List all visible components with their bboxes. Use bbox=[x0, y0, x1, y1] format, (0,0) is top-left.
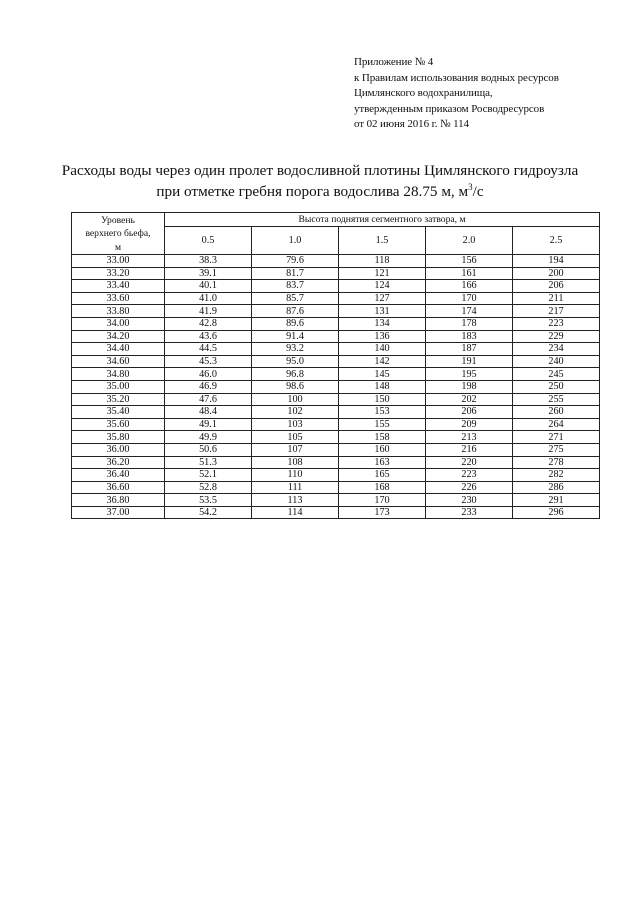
discharge-cell: 178 bbox=[426, 317, 513, 330]
level-cell: 34.00 bbox=[72, 317, 165, 330]
discharge-cell: 136 bbox=[339, 330, 426, 343]
discharge-cell: 161 bbox=[426, 267, 513, 280]
level-cell: 35.40 bbox=[72, 406, 165, 419]
discharge-cell: 140 bbox=[339, 343, 426, 356]
discharge-cell: 170 bbox=[426, 292, 513, 305]
discharge-cell: 173 bbox=[339, 506, 426, 519]
discharge-cell: 226 bbox=[426, 481, 513, 494]
discharge-cell: 89.6 bbox=[252, 317, 339, 330]
discharge-cell: 200 bbox=[513, 267, 600, 280]
discharge-cell: 41.0 bbox=[165, 292, 252, 305]
discharge-cell: 100 bbox=[252, 393, 339, 406]
table-row bbox=[72, 292, 600, 305]
discharge-cell: 85.7 bbox=[252, 292, 339, 305]
table-header-row bbox=[72, 213, 600, 227]
level-cell: 35.00 bbox=[72, 380, 165, 393]
discharge-cell: 278 bbox=[513, 456, 600, 469]
discharge-cell: 40.1 bbox=[165, 280, 252, 293]
discharge-cell: 98.6 bbox=[252, 380, 339, 393]
discharge-cell: 134 bbox=[339, 317, 426, 330]
discharge-cell: 223 bbox=[426, 469, 513, 482]
discharge-cell: 206 bbox=[426, 406, 513, 419]
discharge-cell: 174 bbox=[426, 305, 513, 318]
gate-height-header: 0.5 bbox=[165, 227, 252, 255]
table-row bbox=[72, 406, 600, 419]
discharge-cell: 49.1 bbox=[165, 418, 252, 431]
discharge-cell: 282 bbox=[513, 469, 600, 482]
table-row bbox=[72, 305, 600, 318]
discharge-cell: 46.0 bbox=[165, 368, 252, 381]
discharge-cell: 233 bbox=[426, 506, 513, 519]
discharge-cell: 209 bbox=[426, 418, 513, 431]
discharge-cell: 102 bbox=[252, 406, 339, 419]
level-cell: 33.80 bbox=[72, 305, 165, 318]
discharge-cell: 275 bbox=[513, 443, 600, 456]
level-cell: 34.80 bbox=[72, 368, 165, 381]
discharge-cell: 264 bbox=[513, 418, 600, 431]
discharge-cell: 127 bbox=[339, 292, 426, 305]
level-cell: 34.40 bbox=[72, 343, 165, 356]
discharge-cell: 39.1 bbox=[165, 267, 252, 280]
discharge-cell: 198 bbox=[426, 380, 513, 393]
discharge-cell: 107 bbox=[252, 443, 339, 456]
discharge-cell: 296 bbox=[513, 506, 600, 519]
appendix-line: утвержденным приказом Росводресурсов bbox=[354, 102, 545, 115]
discharge-cell: 240 bbox=[513, 355, 600, 368]
level-cell: 35.80 bbox=[72, 431, 165, 444]
discharge-cell: 41.9 bbox=[165, 305, 252, 318]
gate-height-header: 1.0 bbox=[252, 227, 339, 255]
discharge-cell: 165 bbox=[339, 469, 426, 482]
discharge-cell: 108 bbox=[252, 456, 339, 469]
discharge-cell: 191 bbox=[426, 355, 513, 368]
table-row bbox=[72, 418, 600, 431]
table-row bbox=[72, 380, 600, 393]
discharge-cell: 163 bbox=[339, 456, 426, 469]
discharge-cell: 271 bbox=[513, 431, 600, 444]
level-cell: 36.40 bbox=[72, 469, 165, 482]
discharge-cell: 211 bbox=[513, 292, 600, 305]
table-row bbox=[72, 280, 600, 293]
discharge-cell: 51.3 bbox=[165, 456, 252, 469]
table-row bbox=[72, 431, 600, 444]
appendix-line: Приложение № 4 bbox=[354, 56, 434, 68]
discharge-cell: 91.4 bbox=[252, 330, 339, 343]
table-row bbox=[72, 443, 600, 456]
level-cell: 35.20 bbox=[72, 393, 165, 406]
level-header-line: Уровень bbox=[101, 215, 135, 226]
table-row bbox=[72, 330, 600, 343]
level-cell: 36.20 bbox=[72, 456, 165, 469]
discharge-cell: 195 bbox=[426, 368, 513, 381]
discharge-cell: 187 bbox=[426, 343, 513, 356]
discharge-cell: 291 bbox=[513, 494, 600, 507]
gate-height-header: 2.0 bbox=[426, 227, 513, 255]
discharge-cell: 48.4 bbox=[165, 406, 252, 419]
gate-height-group-header: Высота поднятия сегментного затвора, м bbox=[165, 213, 600, 227]
discharge-cell: 81.7 bbox=[252, 267, 339, 280]
discharge-cell: 229 bbox=[513, 330, 600, 343]
discharge-cell: 53.5 bbox=[165, 494, 252, 507]
discharge-cell: 121 bbox=[339, 267, 426, 280]
discharge-cell: 96.8 bbox=[252, 368, 339, 381]
level-column-header bbox=[72, 213, 165, 255]
level-cell: 33.40 bbox=[72, 280, 165, 293]
document-title bbox=[0, 160, 640, 202]
level-header-line: верхнего бьефа, bbox=[85, 228, 151, 240]
table-row bbox=[72, 267, 600, 280]
table-row bbox=[72, 393, 600, 406]
discharge-cell: 156 bbox=[426, 255, 513, 268]
level-cell: 34.20 bbox=[72, 330, 165, 343]
discharge-cell: 45.3 bbox=[165, 355, 252, 368]
gate-height-header: 1.5 bbox=[339, 227, 426, 255]
discharge-cell: 213 bbox=[426, 431, 513, 444]
level-cell: 33.20 bbox=[72, 267, 165, 280]
level-cell: 36.60 bbox=[72, 481, 165, 494]
discharge-cell: 250 bbox=[513, 380, 600, 393]
discharge-cell: 153 bbox=[339, 406, 426, 419]
table-row bbox=[72, 317, 600, 330]
table-row bbox=[72, 368, 600, 381]
table-row bbox=[72, 481, 600, 494]
discharge-cell: 260 bbox=[513, 406, 600, 419]
discharge-cell: 87.6 bbox=[252, 305, 339, 318]
table-row bbox=[72, 456, 600, 469]
discharge-cell: 42.8 bbox=[165, 317, 252, 330]
discharge-cell: 50.6 bbox=[165, 443, 252, 456]
level-cell: 36.80 bbox=[72, 494, 165, 507]
discharge-cell: 286 bbox=[513, 481, 600, 494]
discharge-cell: 255 bbox=[513, 393, 600, 406]
discharge-cell: 111 bbox=[252, 481, 339, 494]
discharge-cell: 95.0 bbox=[252, 355, 339, 368]
table-row bbox=[72, 506, 600, 519]
level-cell: 37.00 bbox=[72, 506, 165, 519]
discharge-cell: 216 bbox=[426, 443, 513, 456]
discharge-cell: 52.8 bbox=[165, 481, 252, 494]
discharge-cell: 47.6 bbox=[165, 393, 252, 406]
discharge-cell: 183 bbox=[426, 330, 513, 343]
level-cell: 33.00 bbox=[72, 255, 165, 268]
discharge-cell: 223 bbox=[513, 317, 600, 330]
discharge-cell: 220 bbox=[426, 456, 513, 469]
discharge-cell: 145 bbox=[339, 368, 426, 381]
discharge-cell: 83.7 bbox=[252, 280, 339, 293]
discharge-cell: 160 bbox=[339, 443, 426, 456]
discharge-cell: 206 bbox=[513, 280, 600, 293]
level-header-line: м bbox=[114, 241, 122, 253]
discharge-cell: 93.2 bbox=[252, 343, 339, 356]
table-row bbox=[72, 343, 600, 356]
discharge-cell: 168 bbox=[339, 481, 426, 494]
discharge-cell: 202 bbox=[426, 393, 513, 406]
discharge-cell: 54.2 bbox=[165, 506, 252, 519]
table-row bbox=[72, 355, 600, 368]
title-line-2-tail: /с bbox=[472, 183, 484, 200]
discharge-cell: 110 bbox=[252, 469, 339, 482]
table-row bbox=[72, 469, 600, 482]
discharge-cell: 234 bbox=[513, 343, 600, 356]
discharge-cell: 166 bbox=[426, 280, 513, 293]
appendix-line: Цимлянского водохранилища, bbox=[354, 87, 493, 100]
level-cell: 34.60 bbox=[72, 355, 165, 368]
discharge-cell: 158 bbox=[339, 431, 426, 444]
appendix-line: от 02 июня 2016 г. № 114 bbox=[354, 118, 469, 131]
discharge-cell: 150 bbox=[339, 393, 426, 406]
level-cell: 35.60 bbox=[72, 418, 165, 431]
discharge-cell: 79.6 bbox=[252, 255, 339, 268]
discharge-cell: 114 bbox=[252, 506, 339, 519]
discharge-cell: 194 bbox=[513, 255, 600, 268]
gate-height-header: 2.5 bbox=[513, 227, 600, 255]
discharge-cell: 52.1 bbox=[165, 469, 252, 482]
discharge-cell: 124 bbox=[339, 280, 426, 293]
discharge-cell: 44.5 bbox=[165, 343, 252, 356]
discharge-cell: 170 bbox=[339, 494, 426, 507]
discharge-cell: 46.9 bbox=[165, 380, 252, 393]
discharge-cell: 148 bbox=[339, 380, 426, 393]
level-cell: 36.00 bbox=[72, 443, 165, 456]
appendix-block bbox=[354, 55, 559, 133]
table-row bbox=[72, 255, 600, 268]
table-row bbox=[72, 494, 600, 507]
discharge-cell: 103 bbox=[252, 418, 339, 431]
discharge-table bbox=[71, 212, 600, 519]
discharge-cell: 105 bbox=[252, 431, 339, 444]
discharge-cell: 38.3 bbox=[165, 255, 252, 268]
discharge-cell: 131 bbox=[339, 305, 426, 318]
discharge-cell: 217 bbox=[513, 305, 600, 318]
title-line-1: Расходы воды через один пролет водосливной плотины Цимлянского гидроузла bbox=[61, 162, 579, 179]
discharge-cell: 155 bbox=[339, 418, 426, 431]
level-cell: 33.60 bbox=[72, 292, 165, 305]
discharge-cell: 118 bbox=[339, 255, 426, 268]
appendix-line: к Правилам использования водных ресурсов bbox=[354, 71, 559, 84]
discharge-cell: 230 bbox=[426, 494, 513, 507]
discharge-cell: 43.6 bbox=[165, 330, 252, 343]
discharge-cell: 142 bbox=[339, 355, 426, 368]
discharge-cell: 245 bbox=[513, 368, 600, 381]
title-unit-superscript: 3 bbox=[468, 181, 473, 192]
table-body bbox=[72, 255, 600, 519]
title-line-2-main: при отметке гребня порога водослива 28.75 м, м bbox=[156, 183, 469, 200]
title-line-2 bbox=[0, 181, 640, 202]
discharge-cell: 49.9 bbox=[165, 431, 252, 444]
discharge-cell: 113 bbox=[252, 494, 339, 507]
